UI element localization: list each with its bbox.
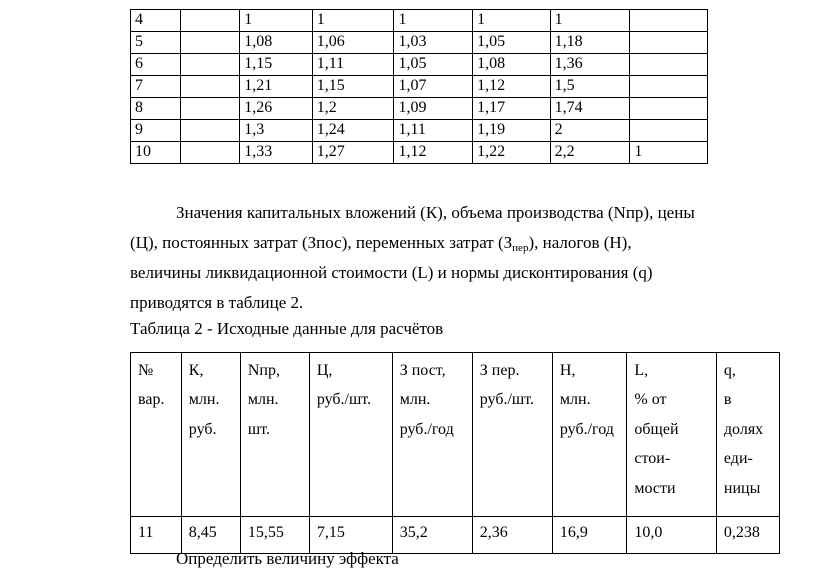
table-row (131, 98, 708, 120)
table-cell: 1,33 (240, 142, 313, 164)
table-cell: 1,07 (394, 76, 473, 98)
header-cell-line: млн. (399, 391, 431, 409)
cell-value: 16,9 (559, 524, 588, 541)
table-cell: 5 (131, 32, 181, 54)
header-cell-line: Nпр, (247, 362, 280, 379)
cell-value: 35,2 (399, 524, 428, 541)
table-cell (630, 32, 708, 54)
header-cell-line: руб./год (399, 420, 454, 438)
table-cell (630, 54, 708, 76)
header-cell-line: З пост, (399, 362, 446, 379)
table-cell: 1 (473, 10, 551, 32)
table-cell (472, 517, 552, 554)
table-cell (716, 517, 779, 554)
table-header-row (131, 353, 780, 517)
table-cell: 1,11 (394, 120, 473, 142)
header-cell-line: млн. (559, 391, 591, 409)
table-cell: 1,5 (550, 76, 630, 98)
table-cell: 1,12 (394, 142, 473, 164)
header-cell-line: общей (634, 420, 679, 438)
table-cell (630, 120, 708, 142)
header-cell-line: стои- (634, 450, 671, 468)
table-cell: 1,05 (473, 32, 551, 54)
paragraph-line-2-start: (Ц), постоянных затрат (Зпос), переменных затрат (З (130, 233, 513, 252)
table-cell (552, 517, 627, 554)
header-cell-line: руб./год (559, 420, 614, 438)
paragraph-line-1: Значения капитальных вложений (К), объема производства (Nпр), цены (176, 203, 695, 222)
input-data-table (130, 352, 780, 554)
header-cell-line: руб. (188, 420, 217, 438)
table-cell: 1,18 (550, 32, 630, 54)
table-row (131, 142, 708, 164)
header-cell-line: К, (188, 362, 204, 379)
table-cell: 1,05 (394, 54, 473, 76)
table-cell: 1 (630, 142, 708, 164)
table-cell: 2 (550, 120, 630, 142)
header-cell-line: L, (634, 362, 649, 379)
table-cell: 7 (131, 76, 181, 98)
table-cell: 2,2 (550, 142, 630, 164)
table-cell: 1,12 (473, 76, 551, 98)
header-cell (627, 353, 717, 517)
table-cell: 1,2 (312, 98, 394, 120)
table-cell (630, 98, 708, 120)
paragraph-line-4: приводятся в таблице 2. (130, 293, 304, 312)
table-cell: 10 (131, 142, 181, 164)
header-cell-line: вар. (138, 391, 165, 409)
table-cell: 9 (131, 120, 181, 142)
table-cell: 1 (394, 10, 473, 32)
table-cell: 1,26 (240, 98, 313, 120)
table-cell: 1,08 (473, 54, 551, 76)
table-cell (630, 10, 708, 32)
table-row (131, 76, 708, 98)
table-cell (181, 10, 240, 32)
header-cell (131, 353, 182, 517)
table-cell: 8 (131, 98, 181, 120)
table-cell: 1,15 (240, 54, 313, 76)
table-cell: 1 (550, 10, 630, 32)
table-cell (181, 142, 240, 164)
table-cell: 1,3 (240, 120, 313, 142)
header-cell (392, 353, 472, 517)
paragraph-line-2 (130, 228, 770, 258)
table-cell: 1,74 (550, 98, 630, 120)
paragraph-line-2-end: ), налогов (Н), (528, 233, 632, 252)
cell-value: 11 (138, 524, 154, 541)
header-cell-line: q, (723, 362, 736, 379)
header-cell-line: % от (634, 391, 667, 409)
table-cell (630, 76, 708, 98)
header-cell (309, 353, 392, 517)
table-cell: 1,03 (394, 32, 473, 54)
table-cell: 1,24 (312, 120, 394, 142)
table-row (131, 10, 708, 32)
table-cell (181, 54, 240, 76)
cell-value: 10,0 (634, 524, 663, 541)
table-cell (181, 32, 240, 54)
table-cell: 1,19 (473, 120, 551, 142)
table-row (131, 54, 708, 76)
header-cell-line: З пер. (479, 362, 520, 379)
table-cell: 1,09 (394, 98, 473, 120)
cell-value: 0,238 (723, 524, 760, 541)
header-cell (716, 353, 779, 517)
paragraph-line-2-subscript: пер (512, 242, 529, 254)
header-cell-line: Ц, (316, 362, 333, 379)
header-cell-line: шт. (247, 420, 270, 438)
table-cell: 1,15 (312, 76, 394, 98)
header-cell (181, 353, 240, 517)
table-row (131, 32, 708, 54)
paragraph-line-3: величины ликвидационной стоимости (L) и нормы дисконтирования (q) (130, 263, 653, 282)
header-cell-line: № (138, 362, 154, 379)
table-cell: 1,08 (240, 32, 313, 54)
table-cell: 1 (312, 10, 394, 32)
table-cell: 4 (131, 10, 181, 32)
table-cell: 1,21 (240, 76, 313, 98)
header-cell-line: Н, (559, 362, 576, 379)
header-cell-line: мости (634, 479, 676, 497)
table-cell (181, 120, 240, 142)
table-2-caption: Таблица 2 - Исходные данные для расчётов (130, 319, 444, 338)
table-cell (181, 76, 240, 98)
table-cell (627, 517, 717, 554)
table-cell (131, 517, 182, 554)
header-cell-line: в (723, 391, 732, 409)
table-cell: 1,22 (473, 142, 551, 164)
table-cell (181, 98, 240, 120)
cell-value: 15,55 (247, 524, 284, 541)
table-cell: 1,11 (312, 54, 394, 76)
table-cell: 1 (240, 10, 313, 32)
coefficients-table (130, 9, 708, 164)
header-cell-line: руб./шт. (316, 391, 372, 409)
header-cell-line: долях (723, 420, 764, 438)
cut-off-text: Определить величину эффекта (176, 549, 399, 568)
header-cell (552, 353, 627, 517)
header-cell-line: еди- (723, 450, 753, 468)
header-cell (240, 353, 309, 517)
header-cell-line: млн. (247, 391, 279, 409)
table-cell: 1,06 (312, 32, 394, 54)
header-cell-line: млн. (188, 391, 220, 409)
table-cell: 1,27 (312, 142, 394, 164)
cell-value: 7,15 (316, 524, 345, 541)
table-cell: 1,36 (550, 54, 630, 76)
cell-value: 8,45 (188, 524, 217, 541)
table-cell (392, 517, 472, 554)
header-cell-line: руб./шт. (479, 391, 535, 409)
table-cell: 6 (131, 54, 181, 76)
description-paragraph (130, 198, 770, 318)
table-cell: 1,17 (473, 98, 551, 120)
header-cell-line: ницы (723, 479, 761, 497)
cell-value: 2,36 (479, 524, 508, 541)
header-cell (472, 353, 552, 517)
table-row (131, 120, 708, 142)
